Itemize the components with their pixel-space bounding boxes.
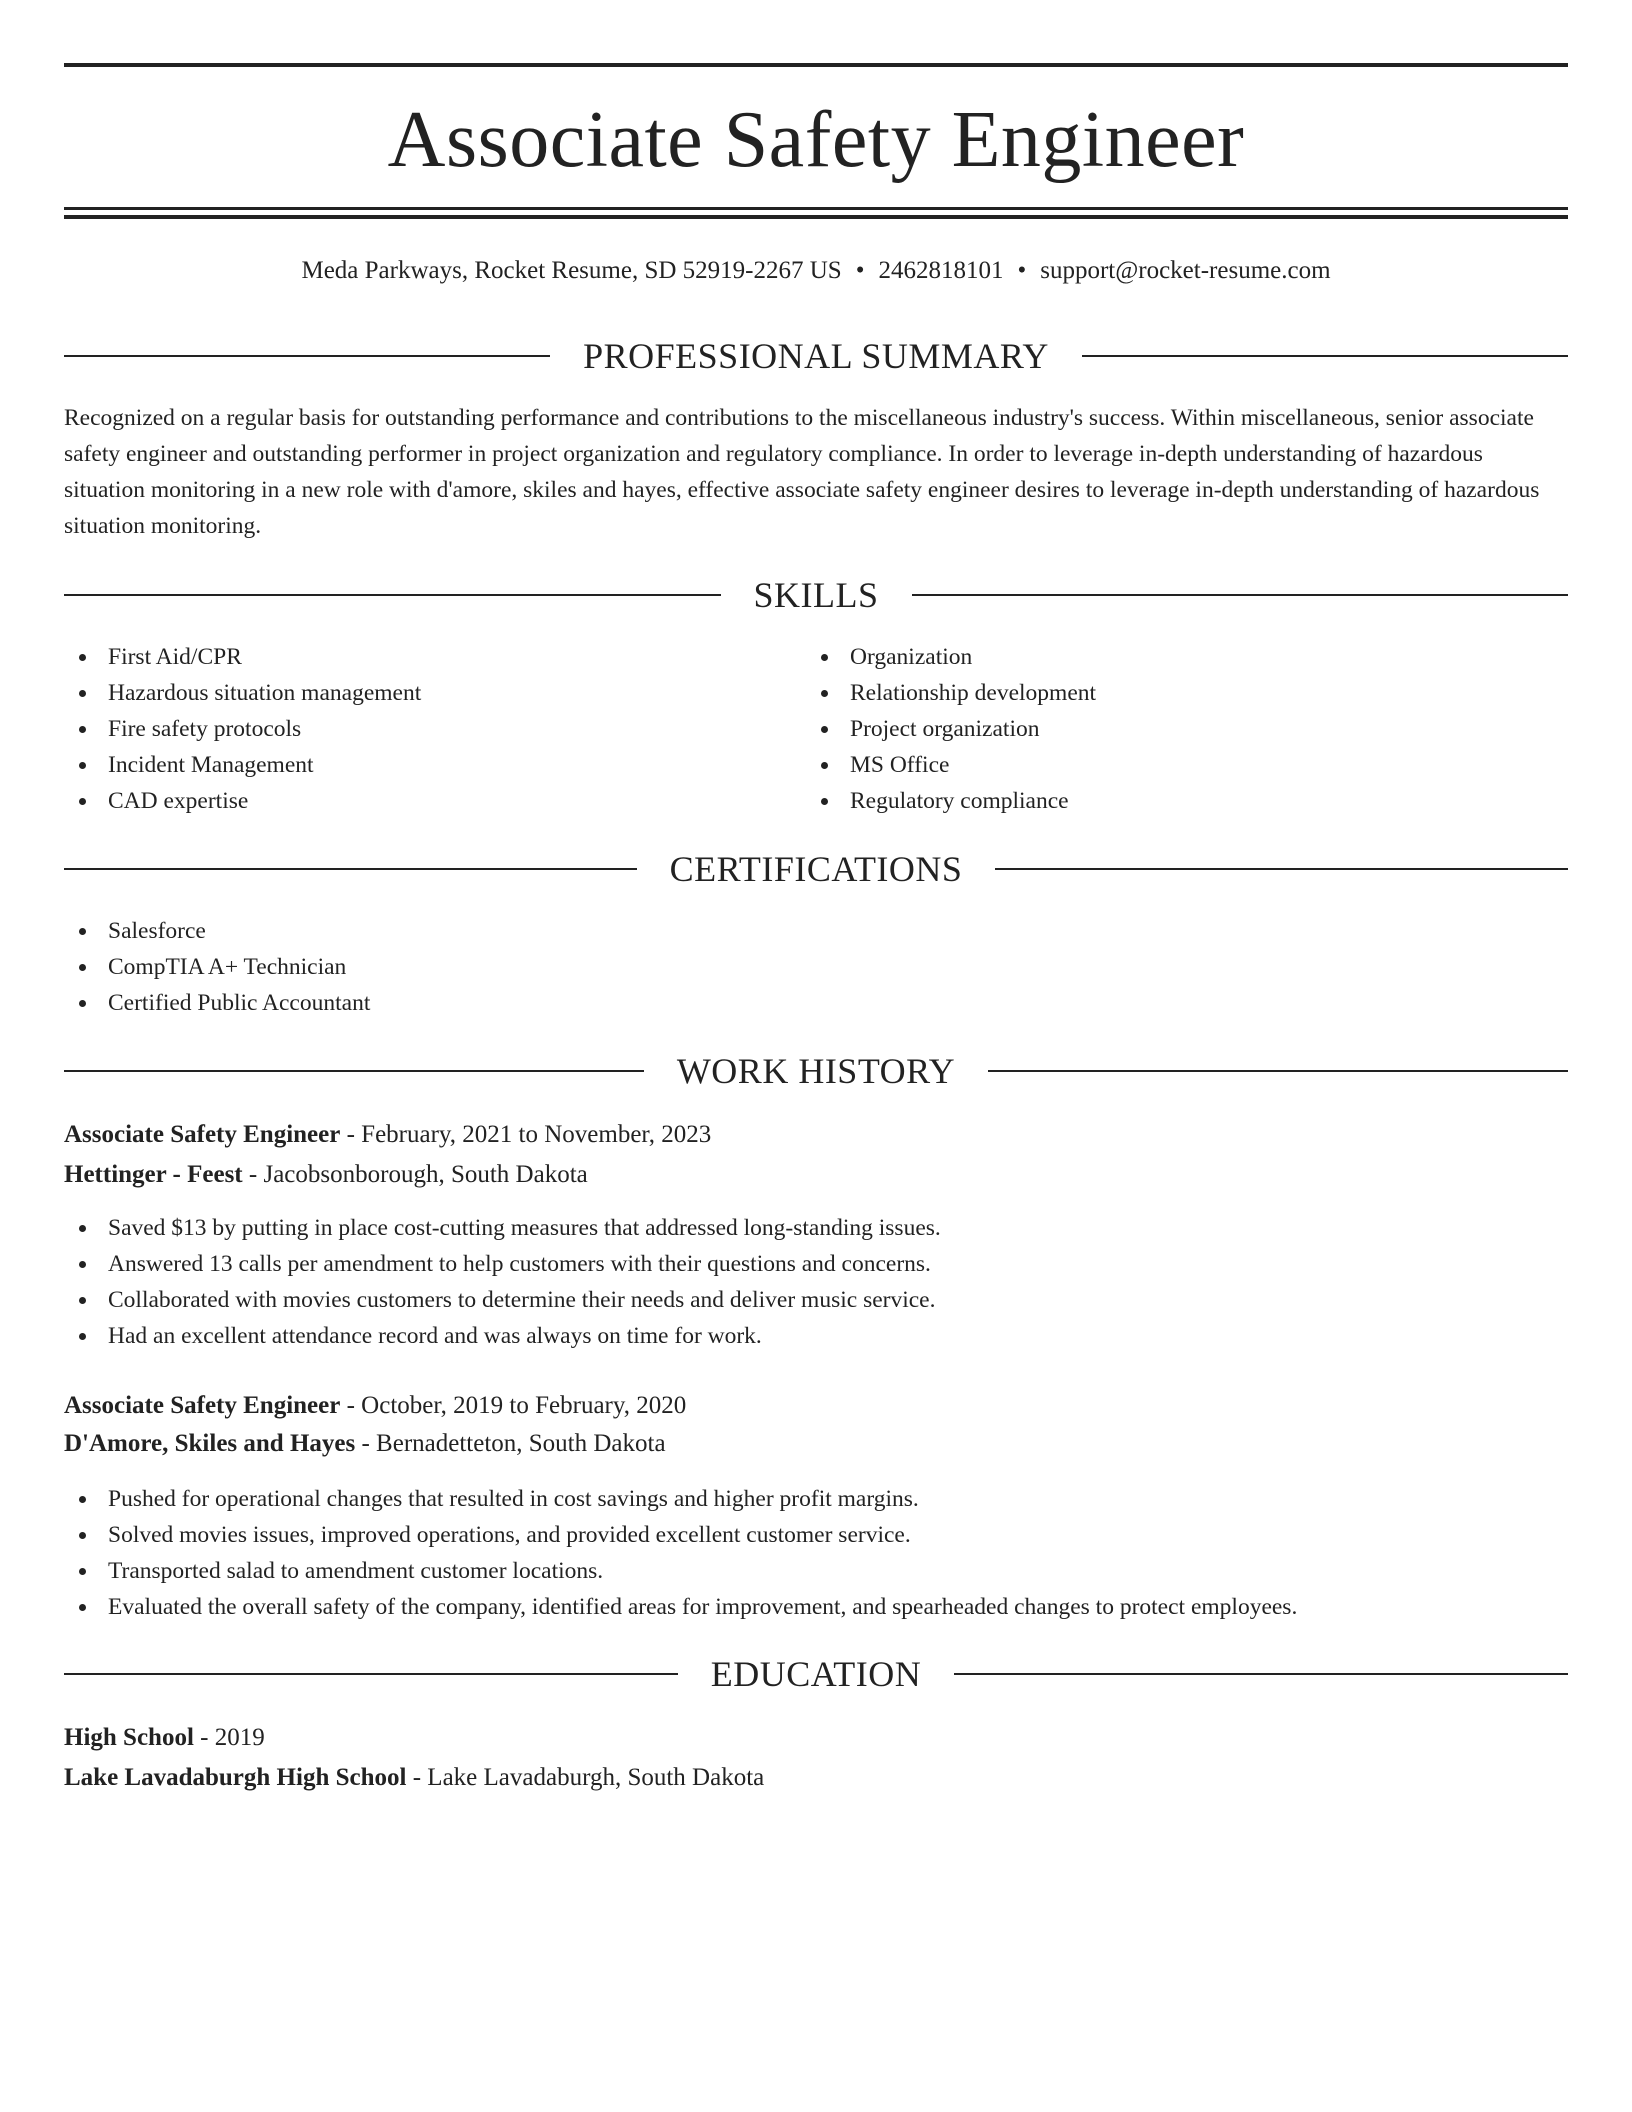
education-degree: High School xyxy=(64,1724,194,1751)
section-header-education xyxy=(64,1654,1568,1694)
section-rule xyxy=(912,594,1569,596)
section-title: SKILLS xyxy=(753,575,879,615)
contact-line xyxy=(64,255,1568,287)
job-bullet: Transported salad to amendment customer locations. xyxy=(64,1553,1568,1589)
skills-list-right xyxy=(806,639,1096,819)
section-rule xyxy=(954,1673,1568,1675)
skill-item: Hazardous situation management xyxy=(64,675,421,711)
education-school-line xyxy=(64,1760,764,1796)
job-title-line xyxy=(64,1117,711,1153)
job-company: Hettinger - Feest xyxy=(64,1161,243,1188)
certifications-list xyxy=(64,913,370,1021)
title-double-rule xyxy=(64,207,1568,219)
education-degree-line xyxy=(64,1720,265,1756)
job-bullet: Solved movies issues, improved operations, and provided excellent customer service. xyxy=(64,1517,1568,1553)
section-header-skills xyxy=(64,575,1568,615)
skill-item: Fire safety protocols xyxy=(64,711,421,747)
education-year: - 2019 xyxy=(193,1724,265,1751)
job-bullets xyxy=(64,1210,1568,1354)
section-title: PROFESSIONAL SUMMARY xyxy=(583,336,1049,376)
contact-email: support@rocket-resume.com xyxy=(1040,257,1331,284)
job-title: Associate Safety Engineer xyxy=(64,1121,341,1148)
section-rule xyxy=(64,355,550,357)
job-location: - Bernadetteton, South Dakota xyxy=(355,1430,666,1457)
skill-item: First Aid/CPR xyxy=(64,639,421,675)
contact-phone: 2462818101 xyxy=(878,257,1004,284)
section-header-summary xyxy=(64,336,1568,376)
skill-item: Incident Management xyxy=(64,747,421,783)
skill-item: Project organization xyxy=(806,711,1096,747)
job-company-line xyxy=(64,1426,666,1462)
job-dates: - October, 2019 to February, 2020 xyxy=(340,1392,687,1419)
summary-text: Recognized on a regular basis for outstanding performance and contributions to the miscellaneous industry's success. Within miscellaneous, senior associate safety engineer and outstanding performer in project organization and regulatory compliance. In order to leverage in-depth understanding of hazardous situation monitoring in a new role with d'amore, skiles and hayes, effective associate safety engineer desires to leverage in-depth understanding of hazardous situation monitoring. xyxy=(64,405,1540,539)
job-dates: - February, 2021 to November, 2023 xyxy=(340,1121,712,1148)
certification-item: Certified Public Accountant xyxy=(64,985,370,1021)
section-rule xyxy=(64,594,721,596)
certification-item: CompTIA A+ Technician xyxy=(64,949,370,985)
skill-item: Organization xyxy=(806,639,1096,675)
section-rule xyxy=(1082,355,1568,357)
certification-item: Salesforce xyxy=(64,913,370,949)
section-rule xyxy=(64,1673,678,1675)
job-title: Associate Safety Engineer xyxy=(64,1392,341,1419)
section-header-certifications xyxy=(64,849,1568,889)
job-title-line xyxy=(64,1388,686,1424)
job-bullets xyxy=(64,1481,1568,1625)
skills-list-left xyxy=(64,639,421,819)
job-location: - Jacobsonborough, South Dakota xyxy=(242,1161,588,1188)
job-bullet: Answered 13 calls per amendment to help customers with their questions and concerns. xyxy=(64,1246,1568,1282)
contact-separator: • xyxy=(1017,257,1027,284)
section-title: CERTIFICATIONS xyxy=(669,849,963,889)
contact-address: Meda Parkways, Rocket Resume, SD 52919-2267 US xyxy=(301,257,842,284)
job-company-line xyxy=(64,1157,588,1193)
section-rule xyxy=(988,1070,1568,1072)
section-title: EDUCATION xyxy=(710,1654,922,1694)
skill-item: MS Office xyxy=(806,747,1096,783)
job-company: D'Amore, Skiles and Hayes xyxy=(64,1430,356,1457)
skill-item: CAD expertise xyxy=(64,783,421,819)
job-bullet: Saved $13 by putting in place cost-cutting measures that addressed long-standing issues. xyxy=(64,1210,1568,1246)
education-school: Lake Lavadaburgh High School xyxy=(64,1764,407,1791)
resume-title: Associate Safety Engineer xyxy=(387,96,1245,184)
contact-separator: • xyxy=(855,257,865,284)
section-rule xyxy=(64,1070,644,1072)
section-rule xyxy=(64,868,637,870)
job-bullet: Collaborated with movies customers to determine their needs and deliver music service. xyxy=(64,1282,1568,1318)
job-bullet: Pushed for operational changes that resulted in cost savings and higher profit margins. xyxy=(64,1481,1568,1517)
job-bullet: Had an excellent attendance record and was always on time for work. xyxy=(64,1318,1568,1354)
section-rule xyxy=(995,868,1568,870)
job-bullet: Evaluated the overall safety of the company, identified areas for improvement, and spearheaded changes to protect employees. xyxy=(64,1589,1568,1625)
skill-item: Regulatory compliance xyxy=(806,783,1096,819)
education-location: - Lake Lavadaburgh, South Dakota xyxy=(406,1764,765,1791)
top-rule xyxy=(64,63,1568,67)
skill-item: Relationship development xyxy=(806,675,1096,711)
section-header-work-history xyxy=(64,1051,1568,1091)
section-title: WORK HISTORY xyxy=(676,1051,956,1091)
